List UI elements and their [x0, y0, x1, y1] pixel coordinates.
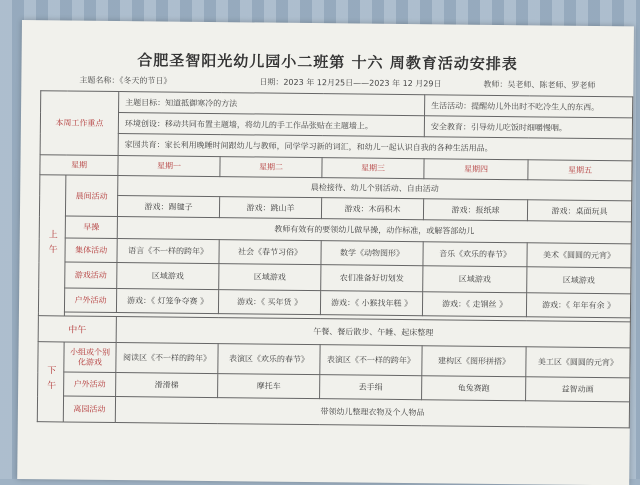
play-activity-mon: 区域游戏 [117, 263, 219, 290]
play-activity-fri: 区域游戏 [527, 267, 631, 294]
small-group-thu: 建构区《图形拼搭》 [422, 346, 526, 377]
arrival-common: 晨检接待、幼儿个别活动、自由活动 [118, 176, 632, 201]
afternoon-section-label: 下午 [45, 365, 56, 396]
arrival-game-fri: 游戏：桌面玩具 [527, 200, 631, 222]
play-activity-label: 游戏活动 [65, 262, 117, 289]
teacher-label: 教师：吴老师、陈老师、罗老师 [483, 79, 596, 91]
schedule-sheet [17, 20, 634, 485]
small-group-label: 小组或个别化游戏 [64, 342, 116, 373]
page-title: 合肥圣智阳光幼儿园小二班第 十六 周教育活动安排表 [137, 51, 518, 74]
exercise-label: 早操 [65, 216, 117, 239]
play-activity-wed: 农们准备好切划发 [321, 265, 423, 292]
leave-label: 离园活动 [63, 396, 115, 423]
morning-outdoor-wed: 游戏：《 小猴找年糕 》 [320, 291, 422, 316]
focus-theme-goal: 主题目标：知道抵御寒冷的方法 [119, 92, 425, 116]
afternoon-outdoor-wed: 丢手绢 [320, 375, 422, 400]
morning-section-label: 上午 [46, 228, 57, 259]
focus-section-label: 本周工作重点 [40, 91, 119, 156]
small-group-fri: 美工区《圆圆的元宵》 [526, 347, 630, 378]
morning-outdoor-label: 户外活动 [64, 288, 116, 313]
play-activity-tue: 区域游戏 [219, 264, 321, 291]
leave-row [37, 396, 629, 428]
small-group-wed: 表演区《不一样的跨年》 [320, 345, 422, 376]
weekday-thu: 星期四 [424, 159, 528, 180]
afternoon-outdoor-fri: 益智动画 [526, 377, 630, 402]
focus-environment: 环境创设：移动共同布置主题墙，将幼儿的手工作品张贴在主题墙上。 [118, 113, 424, 137]
morning-outdoor-fri: 游戏：《 年年有余 》 [526, 293, 630, 318]
morning-outdoor-tue: 游戏：《 买年货 》 [218, 290, 320, 315]
focus-family: 家园共育：家长利用晚睡时间跟幼儿与教师，同学学习新的词汇，和幼儿一起认识自我的各种生活用品。 [118, 134, 632, 161]
small-group-mon: 阅读区《不一样的跨年》 [116, 343, 218, 374]
noon-section-label: 中午 [38, 316, 116, 343]
arrival-game-thu: 游戏：报纸球 [423, 199, 527, 221]
schedule-table [37, 90, 633, 428]
afternoon-outdoor-thu: 龟兔赛跑 [422, 376, 526, 401]
weekday-wed: 星期三 [322, 158, 424, 179]
weekday-tue: 星期二 [220, 157, 322, 178]
group-activity-mon: 语言《不一样的跨年》 [117, 239, 219, 264]
morning-outdoor-thu: 游戏：《 走钢丝 》 [422, 292, 526, 317]
arrival-game-wed: 游戏：木码积木 [321, 198, 423, 220]
arrival-game-mon: 游戏：踢毽子 [117, 196, 219, 218]
group-activity-label: 集体活动 [65, 238, 117, 263]
focus-safety: 安全教育：引导幼儿吃饭时细嚼慢咽。 [424, 116, 632, 139]
morning-outdoor-mon: 游戏：《 灯笼争夺赛 》 [116, 289, 218, 314]
focus-life-activity: 生活活动：提醒幼儿外出时不吃冷生人的东西。 [425, 95, 633, 118]
leave-text: 带领幼儿整理衣物及个人物品 [115, 397, 629, 428]
date-label: 日期：2023 年 12月25日——2023 年 12 月29日 [259, 77, 442, 89]
group-activity-wed: 数学《动物图形》 [321, 241, 423, 266]
noon-text: 午餐、餐后散步、午睡、起床整理 [116, 317, 630, 348]
arrival-label: 晨间活动 [65, 175, 117, 217]
small-group-tue: 表演区《欢乐的春节》 [218, 344, 320, 375]
afternoon-outdoor-tue: 摩托车 [218, 374, 320, 399]
weekday-header-label: 星期 [40, 155, 118, 176]
exercise-text: 教师有效有的要领幼儿做早操，动作标准，或解答部幼儿 [117, 217, 631, 244]
group-activity-tue: 社会《春节习俗》 [219, 240, 321, 265]
group-activity-thu: 音乐《欢乐的春节》 [423, 242, 527, 267]
afternoon-outdoor-label: 户外活动 [64, 372, 116, 397]
group-activity-fri: 美术《圆圆的元宵》 [527, 243, 631, 268]
weekday-mon: 星期一 [118, 156, 220, 177]
afternoon-outdoor-mon: 滑滑梯 [116, 373, 218, 398]
theme-label: 主题名称：《冬天的节日》 [79, 75, 172, 86]
weekday-fri: 星期五 [528, 160, 632, 181]
play-activity-thu: 区域游戏 [423, 266, 527, 293]
arrival-game-tue: 游戏：跳山羊 [219, 197, 321, 219]
